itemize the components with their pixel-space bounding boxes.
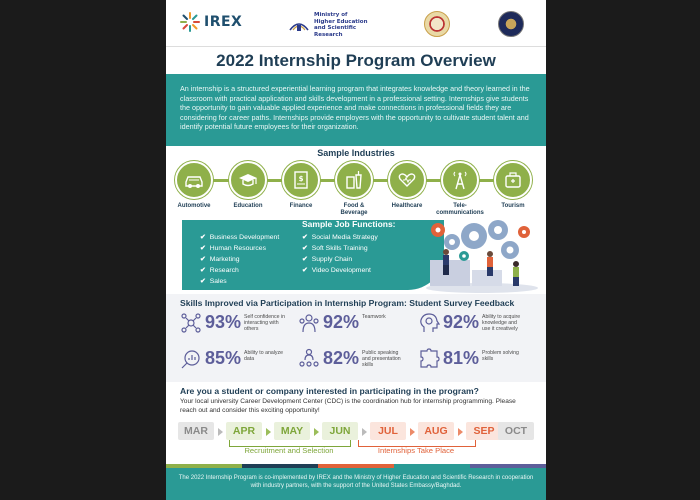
check-icon: ✔ xyxy=(302,234,308,241)
check-icon: ✔ xyxy=(200,256,206,263)
teamwork-gears-illustration xyxy=(412,212,538,294)
intro-section xyxy=(166,74,546,146)
arrow-right-icon xyxy=(266,428,271,436)
job-function-item: ✔ Social Media Strategy xyxy=(302,234,378,241)
month-sep: SEP xyxy=(466,422,502,440)
month-mar: MAR xyxy=(178,422,214,440)
industry-label: Tourism xyxy=(501,203,525,209)
month-jun: JUN xyxy=(322,422,358,440)
skill-percent: 82% xyxy=(323,348,360,368)
skill-stat xyxy=(180,312,288,334)
puzzle-icon xyxy=(418,348,440,370)
ministry-name xyxy=(314,12,372,38)
check-icon: ✔ xyxy=(200,234,206,241)
embassy-seal-icon xyxy=(498,11,524,37)
job-function-item: ✔ Marketing xyxy=(200,256,240,263)
irex-mark-icon xyxy=(180,12,200,32)
ministry-line: and Scientific Research xyxy=(314,25,357,38)
timeline xyxy=(178,422,534,442)
check-icon: ✔ xyxy=(302,245,308,252)
skill-stat xyxy=(180,348,288,370)
ministry-line: Higher Education xyxy=(314,18,368,25)
luggage-icon xyxy=(502,169,524,191)
job-functions-column-2 xyxy=(302,232,378,276)
skill-description: Ability to analyze data xyxy=(244,350,283,363)
industry-label: Education xyxy=(233,203,263,209)
industry-label: Food & Beverage xyxy=(340,203,368,216)
logo-bar xyxy=(166,0,546,44)
industry-label: Finance xyxy=(289,203,313,209)
industry-label: Tele-communications xyxy=(436,203,484,216)
ministry-line: Ministry of xyxy=(314,12,348,18)
internship-label: Internships Take Place xyxy=(377,446,455,455)
ministry-logo xyxy=(288,12,372,38)
arrow-right-icon xyxy=(314,428,319,436)
magnifier-chart-icon xyxy=(180,348,202,370)
job-function-item: ✔ Supply Chain xyxy=(302,256,353,263)
recruitment-label: Recruitment and Selection xyxy=(244,446,334,455)
skill-percent: 81% xyxy=(443,348,480,368)
industry-finance xyxy=(277,161,325,210)
graduation-cap-icon xyxy=(237,169,259,191)
cta-question: Are you a student or company interested in participating in the program? xyxy=(180,386,479,396)
check-icon: ✔ xyxy=(302,256,308,263)
team-icon xyxy=(298,312,320,334)
skill-percent: 93% xyxy=(205,312,242,332)
industry-tourism xyxy=(489,161,537,210)
cta-body: Your local university Career Development Center (CDC) is the coordination hub for internship programming. Please reach out and consider this exciting opportunity! xyxy=(180,398,516,414)
job-function-item: ✔ Soft Skills Training xyxy=(302,245,368,252)
job-function-item: ✔ Human Resources xyxy=(200,245,266,252)
check-icon: ✔ xyxy=(200,278,206,285)
head-gear-icon xyxy=(418,312,440,334)
skill-stat xyxy=(298,312,406,334)
skill-description: Problem solving skills xyxy=(482,350,519,363)
industry-healthcare xyxy=(383,161,431,210)
skill-description: Self confidence in interacting with others xyxy=(244,314,285,333)
industry-food-beverage xyxy=(330,161,378,217)
job-functions-heading: Sample Job Functions: xyxy=(302,219,396,229)
arrow-right-icon xyxy=(218,428,223,436)
title-bar xyxy=(166,46,546,75)
arrow-right-icon xyxy=(458,428,463,436)
skill-percent: 85% xyxy=(205,348,242,368)
skill-description: Ability to acquire knowledge and use it creatively xyxy=(482,314,521,333)
month-apr: APR xyxy=(226,422,262,440)
arrow-right-icon xyxy=(362,428,367,436)
skill-stat xyxy=(418,348,526,370)
industry-automotive xyxy=(170,161,218,210)
radio-tower-icon xyxy=(449,169,471,191)
check-icon: ✔ xyxy=(200,267,206,274)
food-beverage-icon xyxy=(343,169,365,191)
month-aug: AUG xyxy=(418,422,454,440)
skill-percent: 92% xyxy=(443,312,480,332)
month-oct: OCT xyxy=(498,422,534,440)
industry-label: Automotive xyxy=(177,203,211,209)
footer-text: The 2022 Internship Program is co-implemented by IREX and the Ministry of Higher Education and Scientific Research in cooperation with industry partners, with the support of the United States Embassy/Baghdad. xyxy=(178,475,534,489)
job-functions-column-1 xyxy=(200,232,279,287)
intro-text: An internship is a structured experiential learning program that integrates knowledge and theory learned in the classroom with practical application and skills development in a professional setting. Internships give students the opportunity to gain valuable applied experience and make connections in professional fields they are considering for career paths. Internships provide employers with the opportunity to cultivate student talent and identify potential future employees for their organization. xyxy=(180,84,530,132)
industries-heading: Sample Industries xyxy=(317,148,395,158)
job-function-item: ✔ Business Development xyxy=(200,234,280,241)
footer xyxy=(166,468,546,500)
check-icon: ✔ xyxy=(302,267,308,274)
ministry-emblem-icon xyxy=(288,16,310,34)
skill-description: Public speaking and presentation skills xyxy=(362,350,401,369)
month-may: MAY xyxy=(274,422,310,440)
skill-stat xyxy=(418,312,526,334)
job-functions-panel xyxy=(182,220,444,290)
car-icon xyxy=(183,169,205,191)
speaker-audience-icon xyxy=(298,348,320,370)
svg-text:$: $ xyxy=(298,175,304,183)
skill-percent: 92% xyxy=(323,312,360,332)
page-title: 2022 Internship Program Overview xyxy=(216,51,496,70)
industry-education xyxy=(224,161,272,210)
job-function-item: ✔ Sales xyxy=(200,278,227,285)
check-icon: ✔ xyxy=(200,245,206,252)
industry-telecommunications xyxy=(436,161,484,217)
job-function-item: ✔ Video Development xyxy=(302,267,371,274)
irex-logo xyxy=(180,12,242,32)
skill-description: Teamwork xyxy=(362,314,386,320)
industry-label: Healthcare xyxy=(391,203,423,209)
university-seal-icon xyxy=(424,11,450,37)
people-network-icon xyxy=(180,312,202,334)
arrow-right-icon xyxy=(410,428,415,436)
document-page xyxy=(166,0,546,500)
irex-wordmark: IREX xyxy=(204,14,243,30)
skills-heading: Skills Improved via Participation in Internship Program: Student Survey Feedback xyxy=(180,298,515,308)
skill-stat xyxy=(298,348,406,370)
month-jul: JUL xyxy=(370,422,406,440)
finance-document-icon xyxy=(290,169,312,191)
job-function-item: ✔ Research xyxy=(200,267,239,274)
heart-hands-icon xyxy=(396,169,418,191)
